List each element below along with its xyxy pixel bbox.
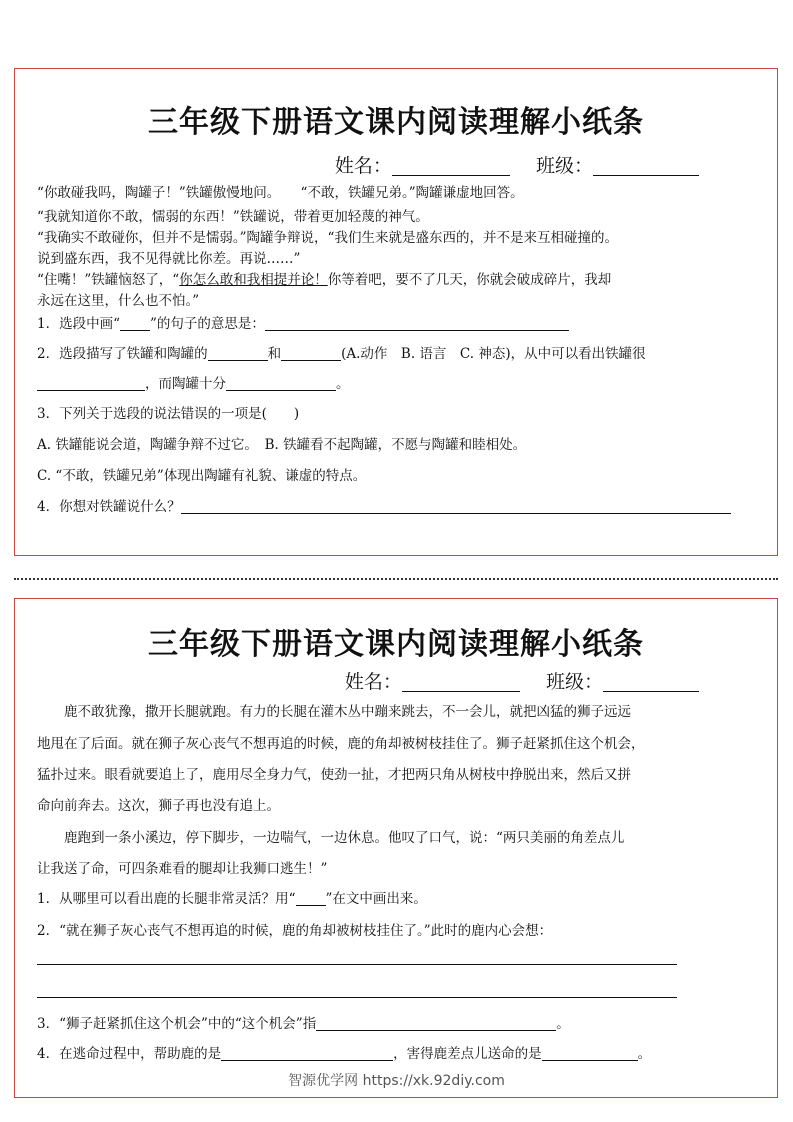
question-2 (37, 342, 763, 362)
class-blank[interactable] (603, 671, 699, 692)
passage-line: 说到盛东西，我不见得就比你差。再说……” (37, 251, 301, 267)
passage-line: 地甩在了后面。就在狮子灰心丧气不想再追的时候，鹿的角却被树枝挂住了。狮子赶紧抓住这个机会， (37, 736, 645, 752)
footer-watermark[interactable]: 智源优学网 https://xk.92diy.com (288, 1073, 505, 1089)
question-text: 1．选段中画“ (37, 316, 120, 332)
cut-line-divider (14, 578, 778, 580)
answer-line[interactable] (37, 997, 677, 998)
passage-line: 猛扑过来。眼看就要追上了，鹿用尽全身力气，使劲一扯，才把两只角从树枝中挣脱出来，然后又拼 (37, 767, 631, 783)
page-title: 三年级下册语文课内阅读理解小纸条 (148, 105, 644, 140)
question-4 (37, 495, 763, 515)
underline-mark (296, 891, 326, 906)
worksheet-card-2 (14, 598, 778, 1098)
answer-blank[interactable] (208, 346, 268, 361)
underline-mark (120, 316, 150, 331)
answer-blank[interactable] (542, 1046, 638, 1061)
question-text: (A.动作 B. 语言 C. 神态)，从中可以看出铁罐很 (341, 346, 646, 362)
answer-blank[interactable] (181, 499, 731, 514)
passage-line: 鹿跑到一条小溪边，停下脚步，一边喘气，一边休息。他叹了口气，说：“两只美丽的角差点儿 (64, 830, 625, 846)
question-text: 4．你想对铁罐说什么？ (37, 499, 181, 515)
passage-line: “你敢碰我吗，陶罐子！”铁罐傲慢地问。 “不敢，铁罐兄弟。”陶罐谦虚地回答。 (37, 185, 524, 201)
question-2-cont (37, 372, 763, 392)
question-text: 。 (336, 376, 350, 392)
passage-line (37, 268, 755, 288)
name-blank[interactable] (392, 155, 510, 176)
underlined-sentence: 你怎么敢和我相提并论！ (179, 272, 328, 288)
passage-line: 鹿不敢犹豫，撒开长腿就跑。有力的长腿在灌木丛中蹦来跳去，不一会儿，就把凶猛的狮子远远 (64, 704, 631, 720)
name-class-bar (335, 151, 699, 178)
question-1 (37, 312, 763, 332)
passage-text: 你等着吧，要不了几天，你就会破成碎片，我却 (327, 272, 612, 288)
answer-blank[interactable] (265, 316, 569, 331)
class-label: 班级： (545, 671, 603, 693)
question-3 (37, 1012, 763, 1032)
name-blank[interactable] (402, 671, 520, 692)
question-1 (37, 887, 763, 907)
question-2: 2．“就在狮子灰心丧气不想再追的时候，鹿的角却被树枝挂住了。”此时的鹿内心会想： (37, 923, 553, 939)
answer-blank[interactable] (221, 1046, 393, 1061)
name-label: 姓名： (344, 671, 402, 693)
passage-text: “住嘴！”铁罐恼怒了，“ (37, 272, 180, 288)
name-label: 姓名： (334, 155, 392, 177)
class-label: 班级： (535, 155, 593, 177)
question-text: ，而陶罐十分 (145, 376, 226, 392)
answer-blank[interactable] (226, 376, 336, 391)
answer-blank[interactable] (281, 346, 341, 361)
question-text: 和 (267, 346, 282, 362)
question-text: 2．选段描写了铁罐和陶罐的 (37, 346, 208, 362)
page-title: 三年级下册语文课内阅读理解小纸条 (148, 627, 644, 662)
answer-blank[interactable] (316, 1016, 556, 1031)
question-text: 1．从哪里可以看出鹿的长腿非常灵活？用“ (37, 891, 296, 907)
question-text: 3．“狮子赶紧抓住这个机会”中的“这个机会”指 (37, 1016, 317, 1032)
question-text: ”的句子的意思是： (150, 316, 265, 332)
question-text: 。 (637, 1046, 652, 1062)
option-a-b[interactable]: A. 铁罐能说会道，陶罐争辩不过它。 B. 铁罐看不起陶罐，不愿与陶罐和睦相处。 (37, 437, 527, 453)
answer-line[interactable] (37, 964, 677, 965)
name-class-bar (345, 667, 699, 694)
passage-line: 命向前奔去。这次，狮子再也没有追上。 (37, 798, 280, 814)
passage-line: “我就知道你不敢，懦弱的东西！”铁罐说，带着更加轻蔑的神气。 (37, 209, 429, 225)
question-4 (37, 1042, 763, 1062)
question-text: ”在文中画出来。 (325, 891, 427, 907)
question-text: 4．在逃命过程中，帮助鹿的是 (37, 1046, 222, 1062)
option-c[interactable]: C. “不敢，铁罐兄弟”体现出陶罐有礼貌、谦虚的特点。 (37, 468, 367, 484)
class-blank[interactable] (593, 155, 699, 176)
question-text: ，害得鹿差点儿送命的是 (393, 1046, 542, 1062)
answer-blank[interactable] (37, 376, 145, 391)
question-3: 3．下列关于选段的说法错误的一项是( ) (37, 406, 300, 422)
question-text: 。 (556, 1016, 570, 1032)
worksheet-card-1 (14, 68, 778, 556)
passage-line: 让我送了命，可四条难看的腿却让我狮口逃生！” (37, 861, 328, 877)
passage-line: 永远在这里，什么也不怕。” (37, 293, 200, 309)
passage-line: “我确实不敢碰你，但并不是懦弱。”陶罐争辩说，“我们生来就是盛东西的，并不是来互相碰撞的。 (37, 230, 618, 246)
